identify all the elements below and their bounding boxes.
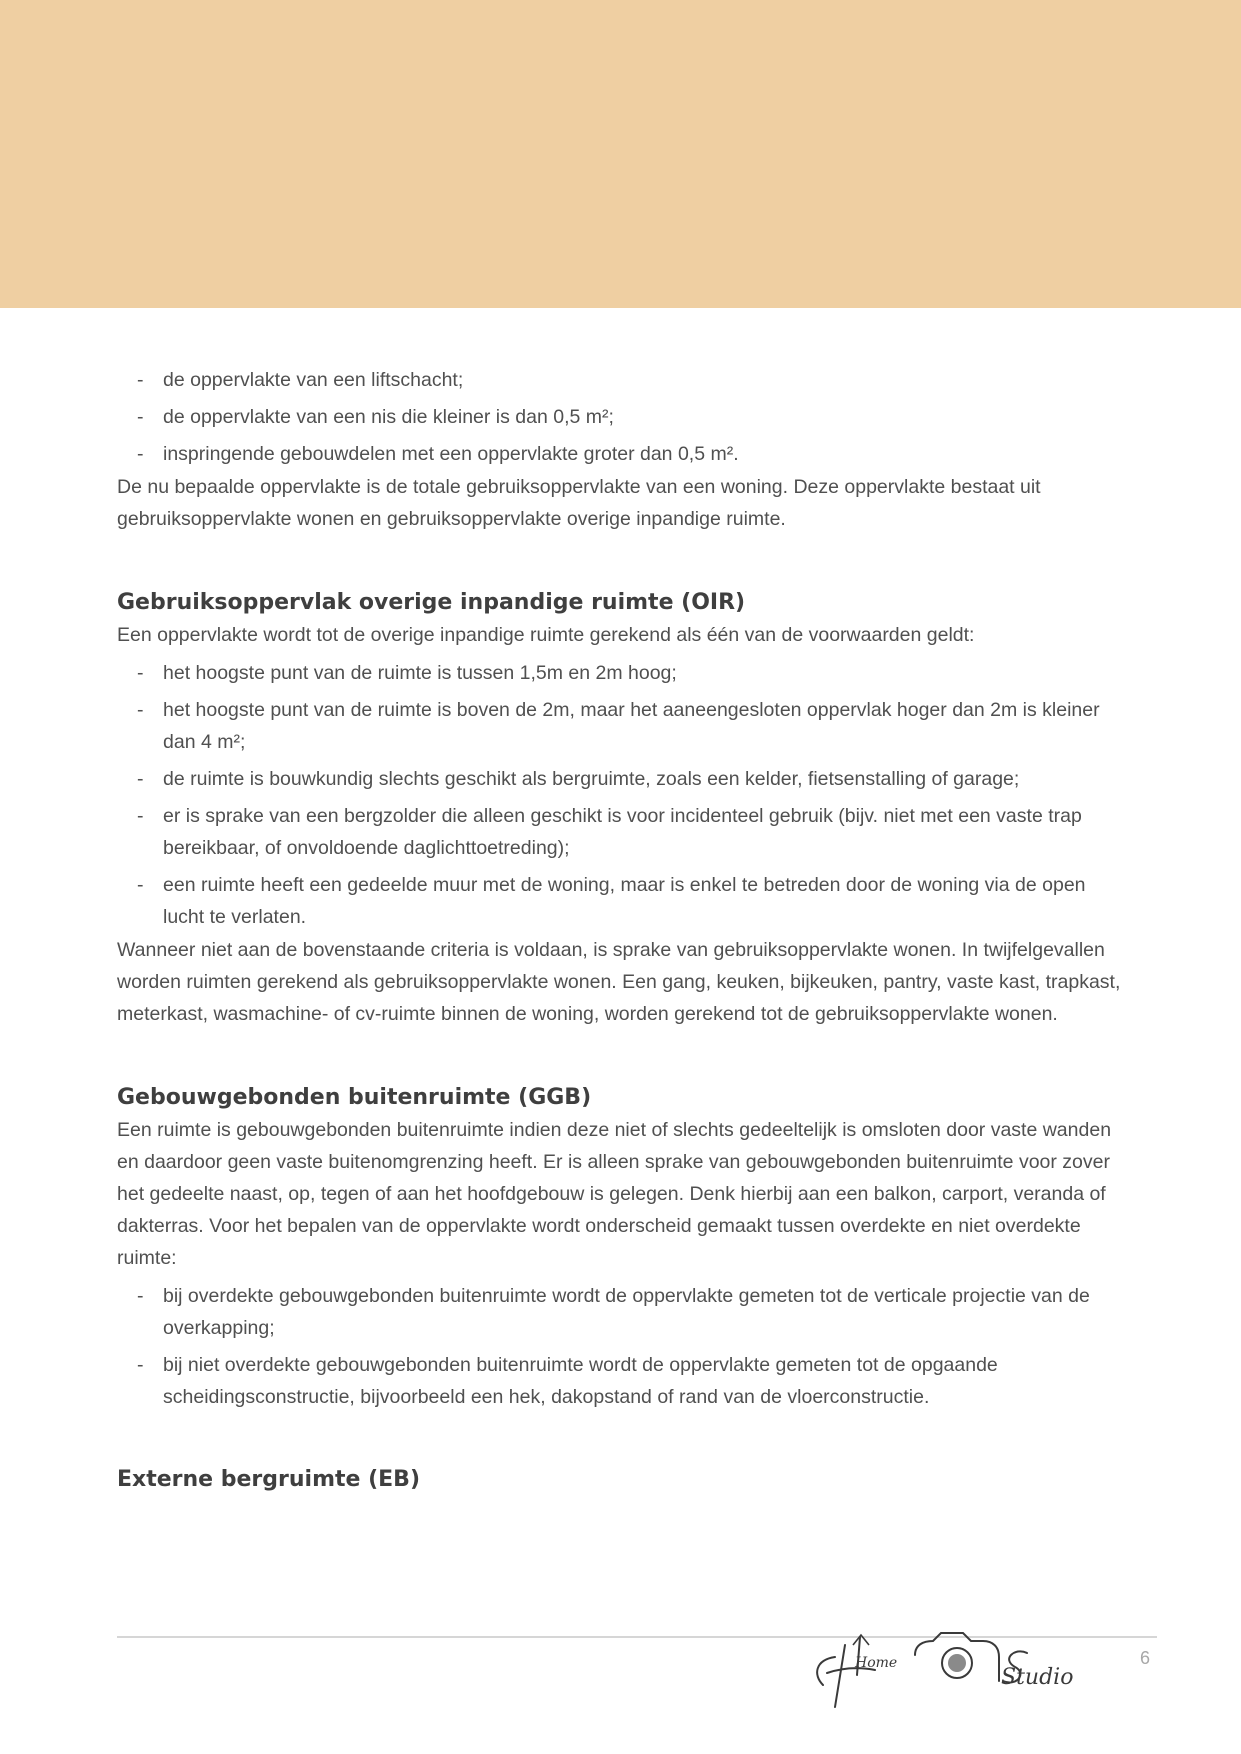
home-studio-logo [805,1615,1075,1710]
list-item [117,800,1127,864]
list-item-text: de oppervlakte van een liftschacht; [163,369,464,391]
bullet-dash: - [137,805,144,827]
list-item-text: de ruimte is bouwkundig slechts geschikt als bergruimte, zoals een kelder, fietsenstalling of garage; [163,768,1020,790]
spacer [117,1418,1127,1464]
list-item [117,438,1127,470]
list-item [117,657,1127,689]
section-heading-eb: Externe bergruimte (EB) [117,1467,420,1492]
list-item [117,401,1127,433]
header-color-band [0,0,1241,308]
intro-bullet-list [117,364,1127,470]
oir-closing-paragraph: Wanneer niet aan de bovenstaande criteria is voldaan, is sprake van gebruiksoppervlakte wonen. In twijfelgevallen worden ruimten gerekend als gebruiksoppervlakte wonen. Een gang, keuken, bijkeuken, pantry, vaste kast, trapkast, meterkast, wasmachine- of cv-ruimte binnen de woning, worden gerekend tot de gebruiksoppervlakte wonen. [117,939,1121,1025]
list-item [117,1349,1127,1413]
bullet-dash: - [137,699,144,721]
page-content [117,364,1127,1496]
logo-text-home: Home [855,1655,898,1671]
logo-camera-icon [805,1615,1075,1710]
bullet-dash: - [137,1285,144,1307]
list-item-text: het hoogste punt van de ruimte is boven de 2m, maar het aaneengesloten oppervlak hoger dan 2m is kleiner dan 4 m²; [163,699,1100,753]
bullet-dash: - [137,1354,144,1376]
spacer [117,1030,1127,1082]
bullet-dash: - [137,768,144,790]
list-item [117,763,1127,795]
list-item [117,364,1127,396]
intro-paragraph: De nu bepaalde oppervlakte is de totale gebruiksoppervlakte van een woning. Deze oppervlakte bestaat uit gebruiksoppervlakte wonen en gebruiksoppervlakte overige inpandige ruimte. [117,476,1041,530]
logo-text-studio: Studio [1001,1665,1074,1690]
list-item [117,694,1127,758]
list-item [117,869,1127,933]
oir-lead-paragraph: Een oppervlakte wordt tot de overige inpandige ruimte gerekend als één van de voorwaarden geldt: [117,624,975,646]
page-number: 6 [1140,1648,1151,1668]
bullet-dash: - [137,443,144,465]
list-item-text: een ruimte heeft een gedeelde muur met de woning, maar is enkel te betreden door de woning via de open lucht te verlaten. [163,874,1086,928]
section-heading-ggb: Gebouwgebonden buitenruimte (GGB) [117,1085,592,1110]
list-item-text: bij niet overdekte gebouwgebonden buitenruimte wordt de oppervlakte gemeten tot de opgaande scheidingsconstructie, bijvoorbeeld een hek, dakopstand of rand van de vloerconstructie. [163,1354,998,1408]
list-item-text: inspringende gebouwdelen met een oppervlakte groter dan 0,5 m². [163,443,739,465]
bullet-dash: - [137,662,144,684]
ggb-lead-paragraph: Een ruimte is gebouwgebonden buitenruimte indien deze niet of slechts gedeeltelijk is omsloten door vaste wanden en daardoor geen vaste buitenomgrenzing heeft. Er is alleen sprake van gebouwgebonden buitenruimte voor zover het gedeelte naast, op, tegen of aan het hoofdgebouw is gelegen. Denk hierbij aan een balkon, carport, veranda of dakterras. Voor het bepalen van de oppervlakte wordt onderscheid gemaakt tussen overdekte en niet overdekte ruimte: [117,1119,1112,1269]
list-item-text: het hoogste punt van de ruimte is tussen 1,5m en 2m hoog; [163,662,677,684]
oir-bullet-list [117,657,1127,933]
ggb-bullet-list [117,1280,1127,1413]
bullet-dash: - [137,369,144,391]
section-heading-oir: Gebruiksoppervlak overige inpandige ruimte (OIR) [117,590,746,615]
bullet-dash: - [137,406,144,428]
spacer [117,535,1127,587]
list-item-text: de oppervlakte van een nis die kleiner is dan 0,5 m²; [163,406,614,428]
list-item-text: er is sprake van een bergzolder die alleen geschikt is voor incidenteel gebruik (bijv. niet met een vaste trap bereikbaar, of onvoldoende daglichttoetreding); [163,805,1082,859]
bullet-dash: - [137,874,144,896]
list-item-text: bij overdekte gebouwgebonden buitenruimte wordt de oppervlakte gemeten tot de verticale projectie van de overkapping; [163,1285,1090,1339]
list-item [117,1280,1127,1344]
